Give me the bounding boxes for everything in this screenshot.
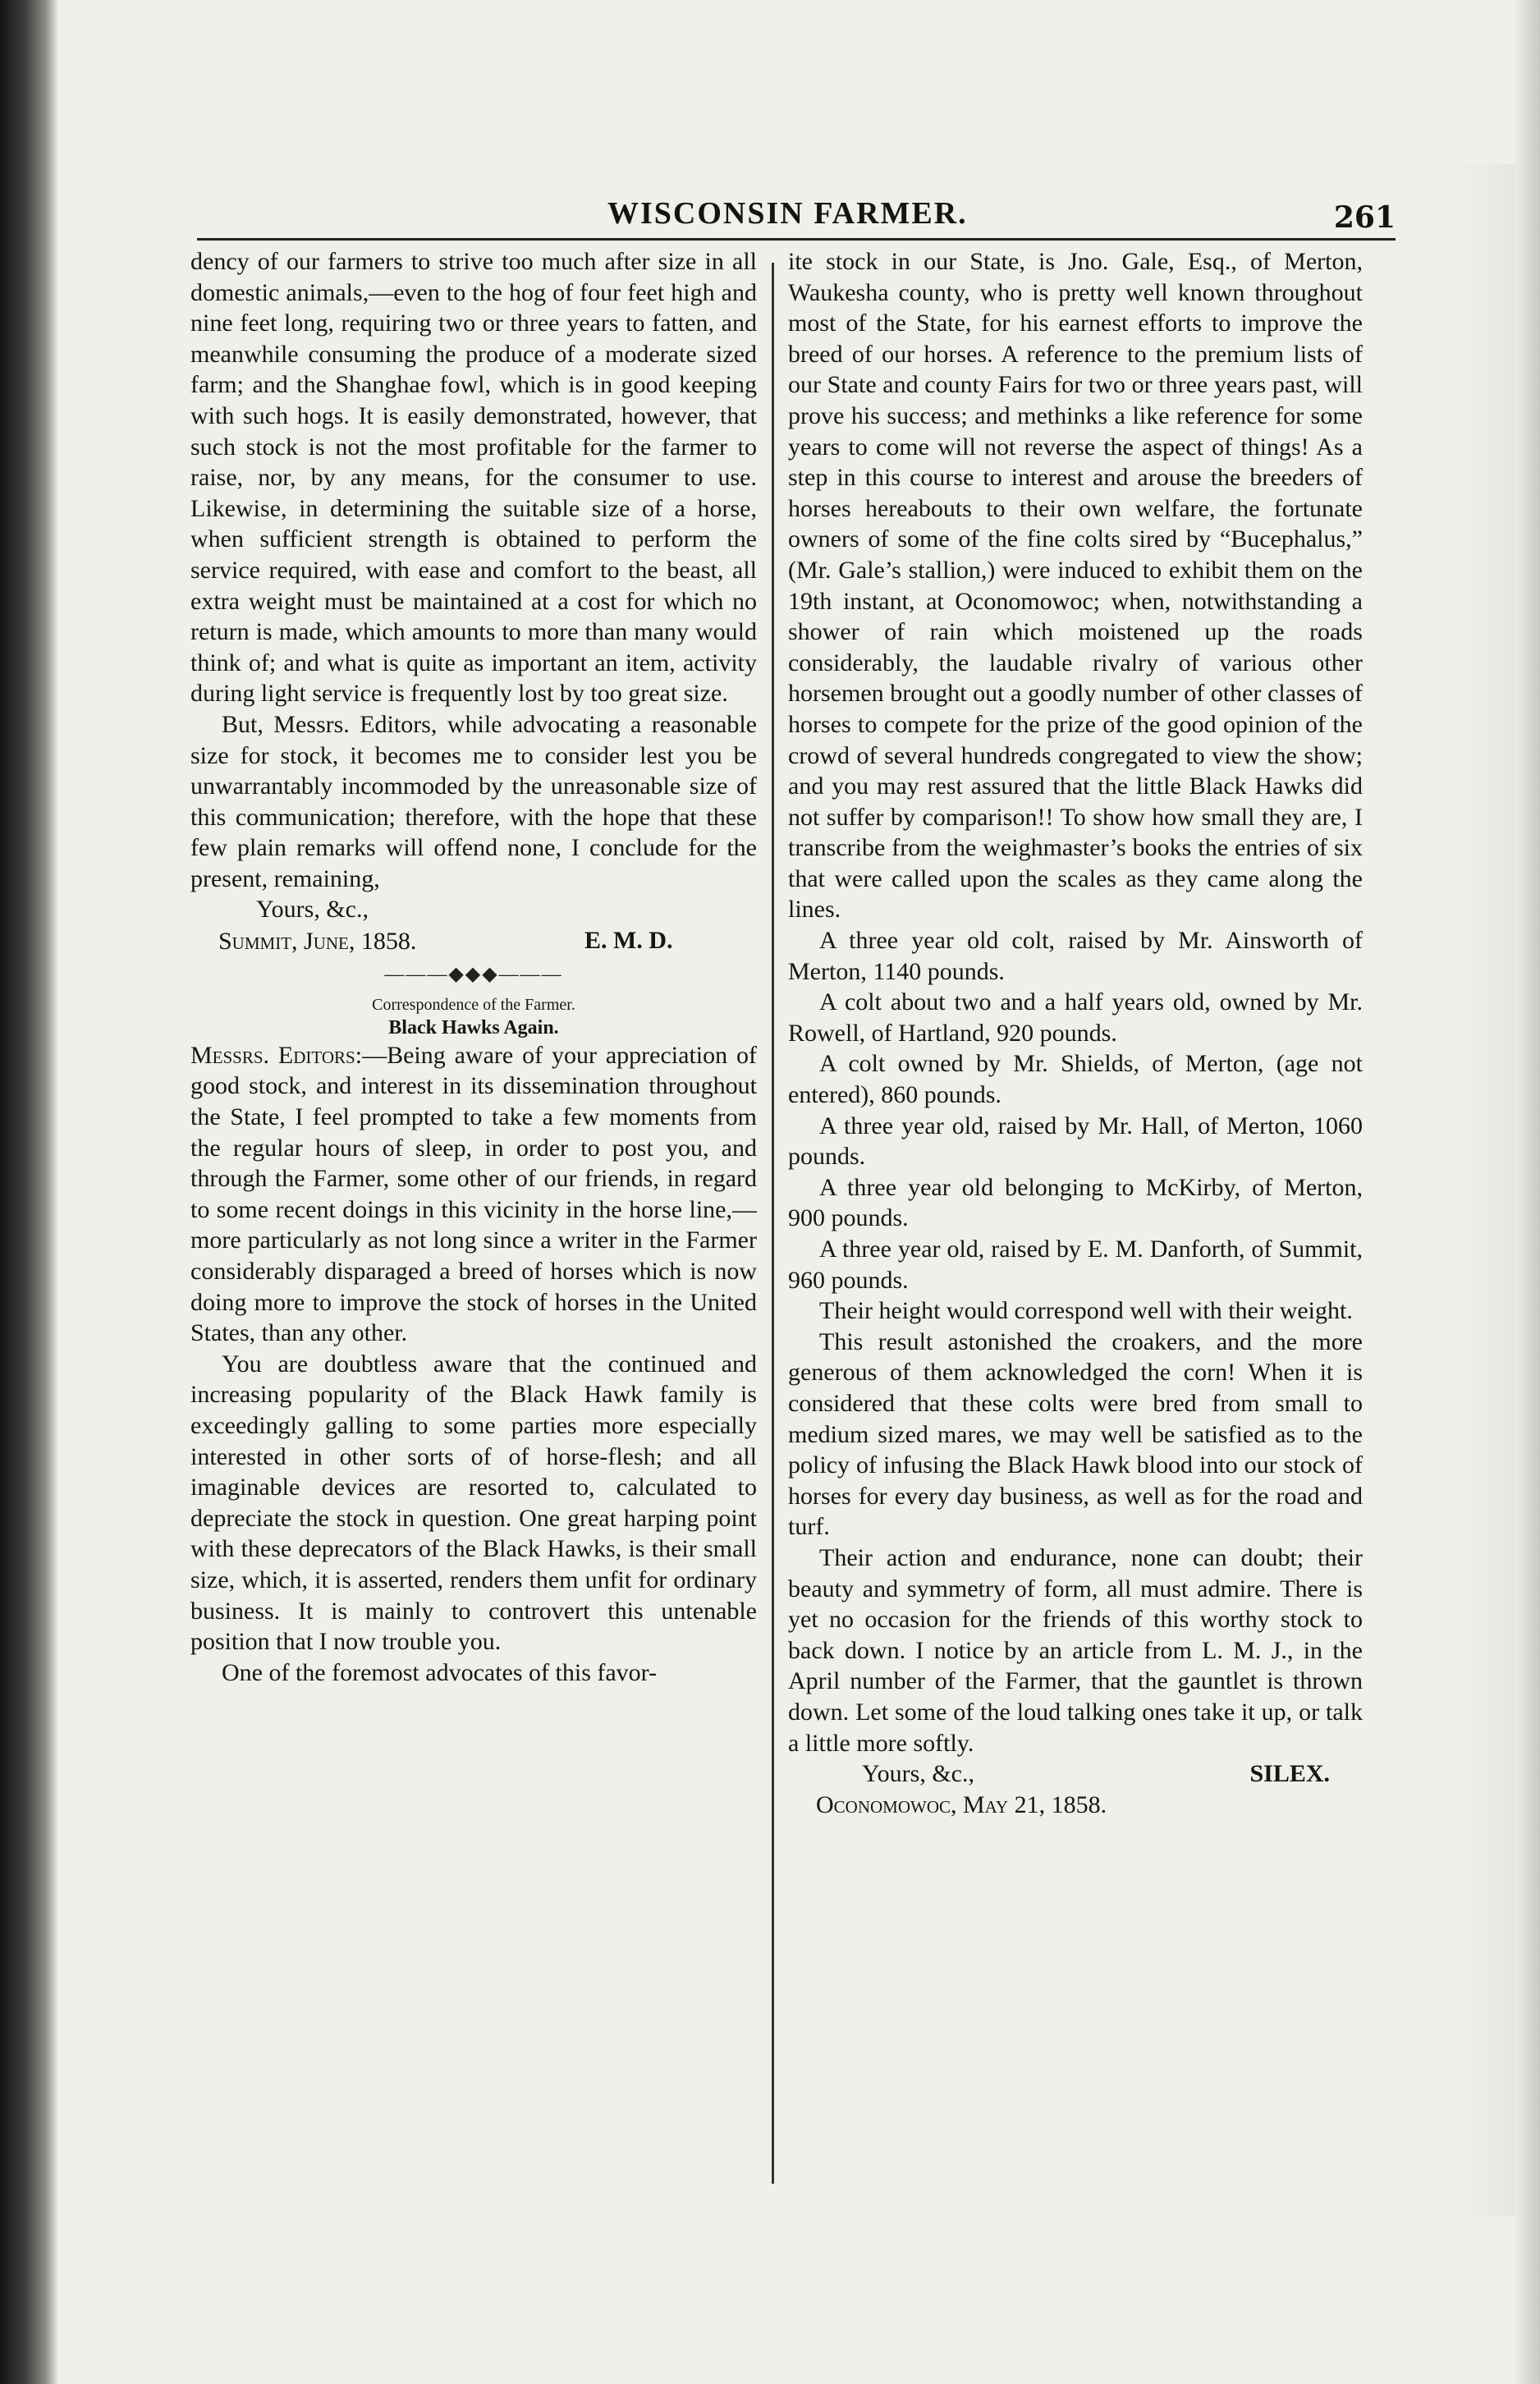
paragraph: Their action and endurance, none can doubt; their beauty and symmetry of form, all must admire. There is yet no occasion for the friends of this worthy stock to back down. I notice by an article from L. M. J., in the April number of the Farmer, that the gauntlet is thrown down. Let some of the loud talking ones take it up, or talk a little more softly. [788,1543,1363,1757]
page-edge [1515,0,1540,2384]
signature-line [190,894,757,925]
salutation: Messrs. Editors: [190,1041,363,1069]
section-divider: ———◆◆◆——— [384,964,563,986]
paragraph: dency of our farmers to strive too much after size in all domestic animals,—even to the hog of four feet high and nine feet long, requiring two or three years to fatten, and meanwhile consuming the produce of a moderate sized farm; and the Shanghae fowl, which is in good keeping with such hogs. It is easily demonstrated, however, that such stock is not the most profitable for the farmer to raise, nor, by any means, for the consumer to use. Likewise, in determining the suitable size of a horse, when sufficient strength is obtained to perform the service required, with ease and comfort to the beast, all extra weight must be maintained at a cost for which no return is made, which amounts to more than many would think of; and what is quite as important an item, activity during light service is frequently lost by too great size. [190,248,757,708]
column-rule [772,263,774,2184]
left-column [190,246,757,1688]
paragraph: Their height would correspond well with their weight. [819,1297,1353,1325]
weigh-entry: A three year old, raised by Mr. Hall, of Merton, 1060 pounds. [788,1112,1363,1171]
closing: Yours, &c., [256,896,369,924]
author-signature: SILEX. [1249,1760,1330,1788]
weigh-entry: A three year old belonging to McKirby, of Merton, 900 pounds. [788,1173,1363,1232]
page-header [197,195,1396,245]
article-title: Black Hawks Again. [388,1016,559,1038]
right-column [788,246,1363,1820]
closing: Yours, &c., [862,1760,974,1788]
correspondence-label: Correspondence of the Farmer. [372,995,575,1014]
page-number: 261 [1333,200,1396,235]
running-title: WISCONSIN FARMER. [607,196,968,231]
signature-line [788,1758,1363,1790]
weigh-entry: A three year old colt, raised by Mr. Ainsworth of Merton, 1140 pounds. [788,927,1363,985]
paragraph: One of the foremost advocates of this favor- [222,1658,658,1686]
paragraph: You are doubtless aware that the continued and increasing popularity of the Black Hawk family is exceedingly galling to some parties more especially interested in other sorts of of horse-flesh; and all imaginable devices are resorted to, calculated to depreciate the stock in question. One great harping point with these deprecators of the Black Hawks, is their small size, which, it is asserted, renders them unfit for ordinary business. It is mainly to controvert this untenable position that I now trouble you. [190,1350,757,1656]
paragraph: This result astonished the croakers, and the more generous of them acknowledged the corn! When it is considered that these colts were bred from small to medium sized mares, we may well be satisfied as to the policy of infusing the Black Hawk blood into our stock of horses for every day business, as well as for the road and turf. [788,1327,1363,1541]
weigh-entry: A three year old, raised by E. M. Danforth, of Summit, 960 pounds. [788,1236,1363,1294]
page-bleed [1453,164,1515,2217]
author-initials: E. M. D. [584,927,673,955]
dateline: Summit, June, 1858. [218,927,417,955]
header-rule [197,238,1396,241]
paragraph: ite stock in our State, is Jno. Gale, Esq., of Merton, Waukesha county, who is pretty well known throughout most of the State, for his earnest efforts to improve the breed of our horses. A reference to the premium lists of our State and county Fairs for two or three years past, will prove his success; and methinks a like reference for some years to come will not reverse the aspect of things! As a step in this course to interest and arouse the breeders of horses hereabouts to their own welfare, the fortunate owners of some of the fine colts sired by “Bucephalus,” (Mr. Gale’s stallion,) were induced to exhibit them on the 19th instant, at Oconomowoc; when, notwithstanding a shower of rain which moistened up the roads considerably, the laudable rivalry of various other horsemen brought out a goodly number of other classes of horses to compete for the prize of the good opinion of the crowd of several hundreds congregated to view the show; and you may rest assured that the little Black Hawks did not suffer by comparison!! To show how small they are, I transcribe from the weighmaster’s books the entries of six that were called upon the scales as they came along the lines. [788,248,1363,924]
paragraph: But, Messrs. Editors, while advocating a reasonable size for stock, it becomes me to consider lest you be unwarrantably incommoded by the unreasonable size of this communication; therefore, with the hope that these few plain remarks will offend none, I conclude for the present, remaining, [190,710,757,892]
binding-shadow [0,0,57,2384]
weigh-entry: A colt about two and a half years old, owned by Mr. Rowell, of Hartland, 920 pounds. [788,988,1363,1047]
weigh-entry: A colt owned by Mr. Shields, of Merton, (age not entered), 860 pounds. [788,1050,1363,1109]
dateline: Oconomowoc, May 21, 1858. [816,1790,1107,1818]
paragraph: —Being aware of your appreciation of good stock, and interest in its dissemination throughout the State, I feel prompted to take a few moments from the regular hours of sleep, in order to post you, and through the Farmer, some other of our friends, in regard to some recent doings in this vicinity in the horse line,—more particularly as not long since a writer in the Farmer considerably disparaged a breed of horses which is now doing more to improve the stock of horses in the United States, than any other. [190,1041,757,1347]
